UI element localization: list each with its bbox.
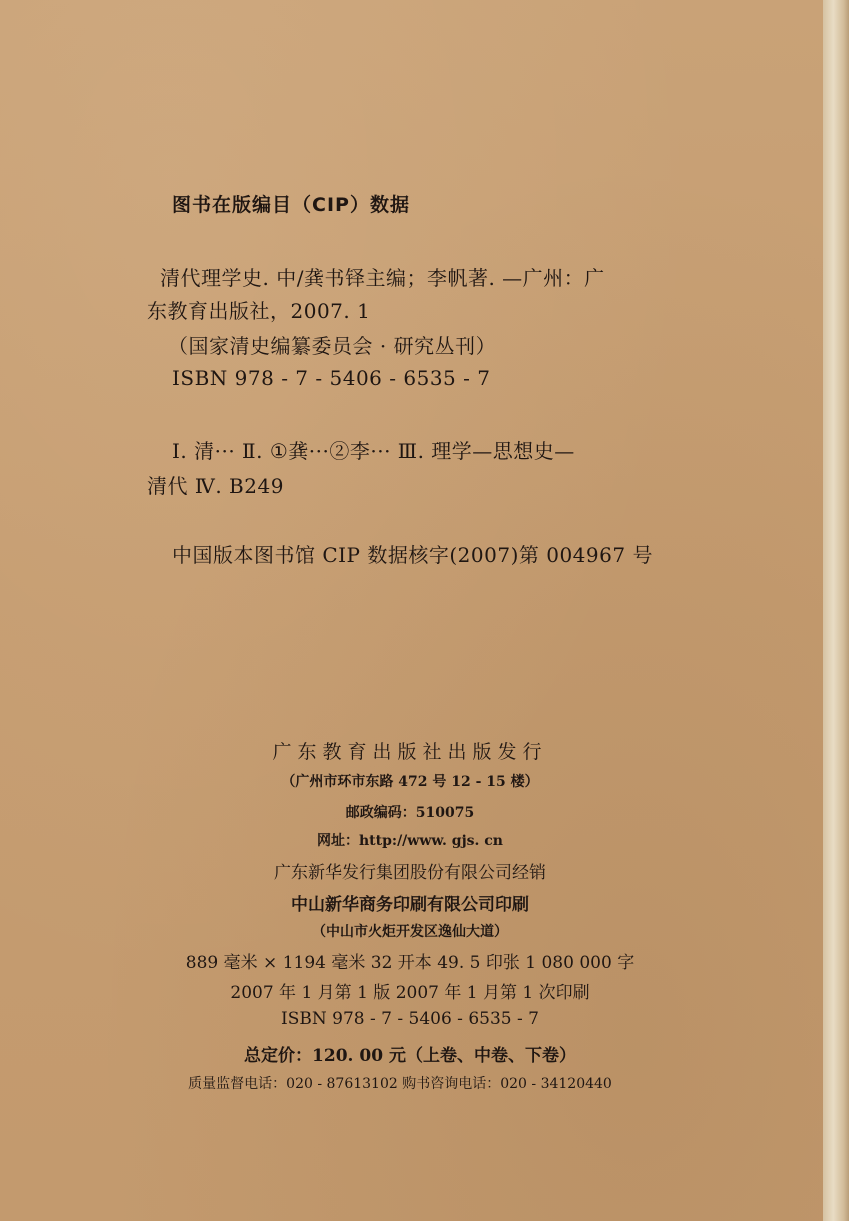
printer: 中山新华商务印刷有限公司印刷 [291,895,529,915]
cip-classification-2: 清代 Ⅳ. B249 [147,474,284,498]
publisher: 广东教育出版社出版发行 [272,741,548,763]
page-edge [823,0,849,1221]
website: 网址：http://www. gjs. cn [317,833,503,849]
colophon-isbn: ISBN 978 - 7 - 5406 - 6535 - 7 [281,1009,539,1029]
edition-info: 2007 年 1 月第 1 版 2007 年 1 月第 1 次印刷 [230,983,590,1003]
cip-record-number: 中国版本图书馆 CIP 数据核字(2007)第 004967 号 [172,543,653,567]
cip-isbn: ISBN 978 - 7 - 5406 - 6535 - 7 [172,366,491,390]
book-specs: 889 毫米 × 1194 毫米 32 开本 49. 5 印张 1 080 000 字 [185,953,635,973]
printer-address: （中山市火炬开发区逸仙大道） [312,924,508,940]
cip-line-2: 东教育出版社，2007. 1 [147,299,371,323]
cip-series: （国家清史编纂委员会 · 研究丛刊） [168,334,497,358]
publisher-address: （广州市环市东路 472 号 12 - 15 楼） [281,774,539,790]
distributor: 广东新华发行集团股份有限公司经销 [274,863,546,883]
cip-line-1: 清代理学史. 中/龚书铎主编；李帆著. —广州：广 [160,266,605,290]
postcode: 邮政编码：510075 [345,805,475,821]
cip-classification-1: Ⅰ. 清··· Ⅱ. ①龚···②李··· Ⅲ. 理学—思想史— [172,439,575,463]
price: 总定价：120. 00 元（上卷、中卷、下卷） [244,1046,576,1066]
cip-title: 图书在版编目（CIP）数据 [172,194,410,216]
phone-numbers: 质量监督电话：020 - 87613102 购书咨询电话：020 - 34120440 [188,1076,612,1092]
